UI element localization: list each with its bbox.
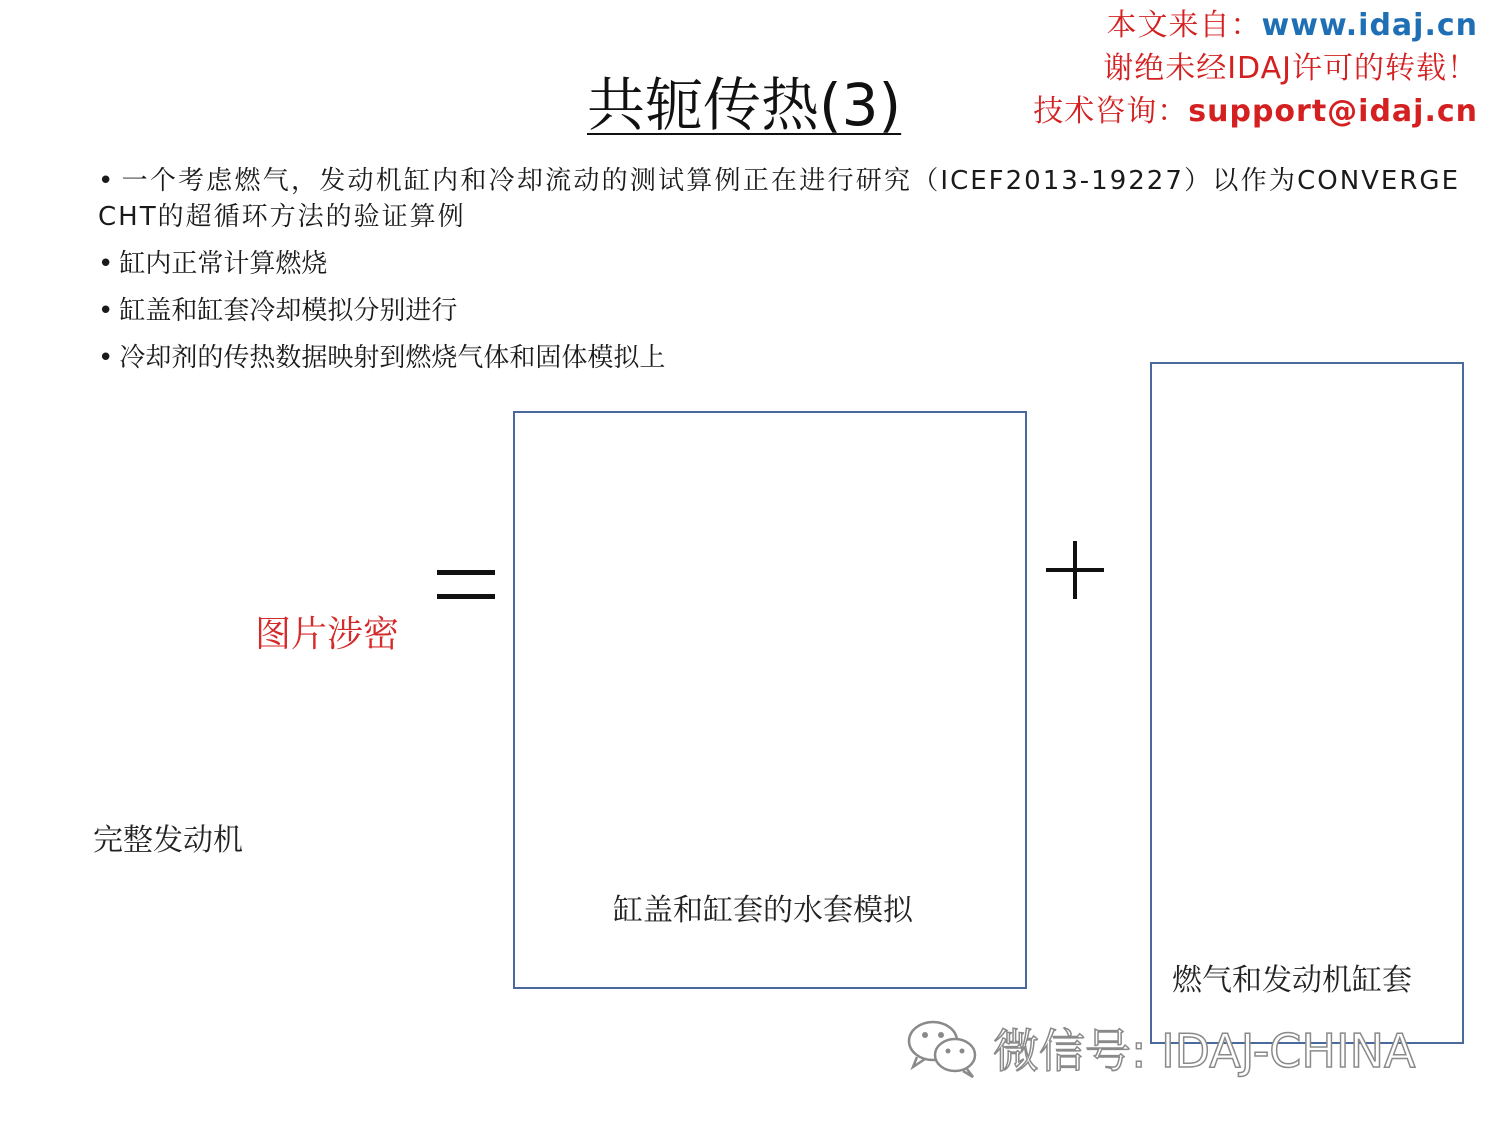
bullet-item: • 冷却剂的传热数据映射到燃烧气体和固体模拟上 [98, 343, 666, 373]
full-engine-label: 完整发动机 [93, 823, 243, 858]
bullet-marker: • [98, 343, 114, 373]
bullet-marker: • [98, 249, 114, 279]
watermark-email: support@idaj.cn [1188, 94, 1478, 129]
bullet-item: • 缸盖和缸套冷却模拟分别进行 [98, 296, 458, 326]
wechat-icon [905, 1017, 981, 1079]
water-jacket-label: 缸盖和缸套的水套模拟 [613, 893, 913, 928]
bullet-item: • 一个考虑燃气，发动机缸内和冷却流动的测试算例正在进行研究（ICEF2013-19227）以作为CONVERGE CHT的超循环方法的验证算例 [98, 166, 1460, 232]
bullet-marker: • [98, 166, 116, 196]
bullet-item: • 缸内正常计算燃烧 [98, 249, 328, 279]
equals-sign [437, 570, 495, 618]
watermark-line-source: 本文来自：www.idaj.cn [1106, 8, 1478, 43]
watermark-line-contact: 技术咨询：support@idaj.cn [1033, 94, 1478, 129]
wechat-watermark [905, 1015, 1415, 1081]
gas-liner-image-placeholder [1150, 362, 1464, 1044]
copyright-watermark [1033, 4, 1478, 133]
watermark-line-notice: 谢绝未经IDAJ许可的转载！ [1103, 51, 1478, 86]
slide-title: 共轭传热(3) [587, 71, 902, 139]
gas-liner-label: 燃气和发动机缸套 [1172, 963, 1412, 998]
bullet-list [98, 163, 1460, 387]
bullet-marker: • [98, 296, 114, 326]
confidential-image-note: 图片涉密 [255, 614, 400, 655]
plus-sign [1046, 541, 1104, 599]
watermark-url: www.idaj.cn [1261, 8, 1478, 43]
wechat-id: 微信号: IDAJ-CHINA [993, 1024, 1416, 1078]
